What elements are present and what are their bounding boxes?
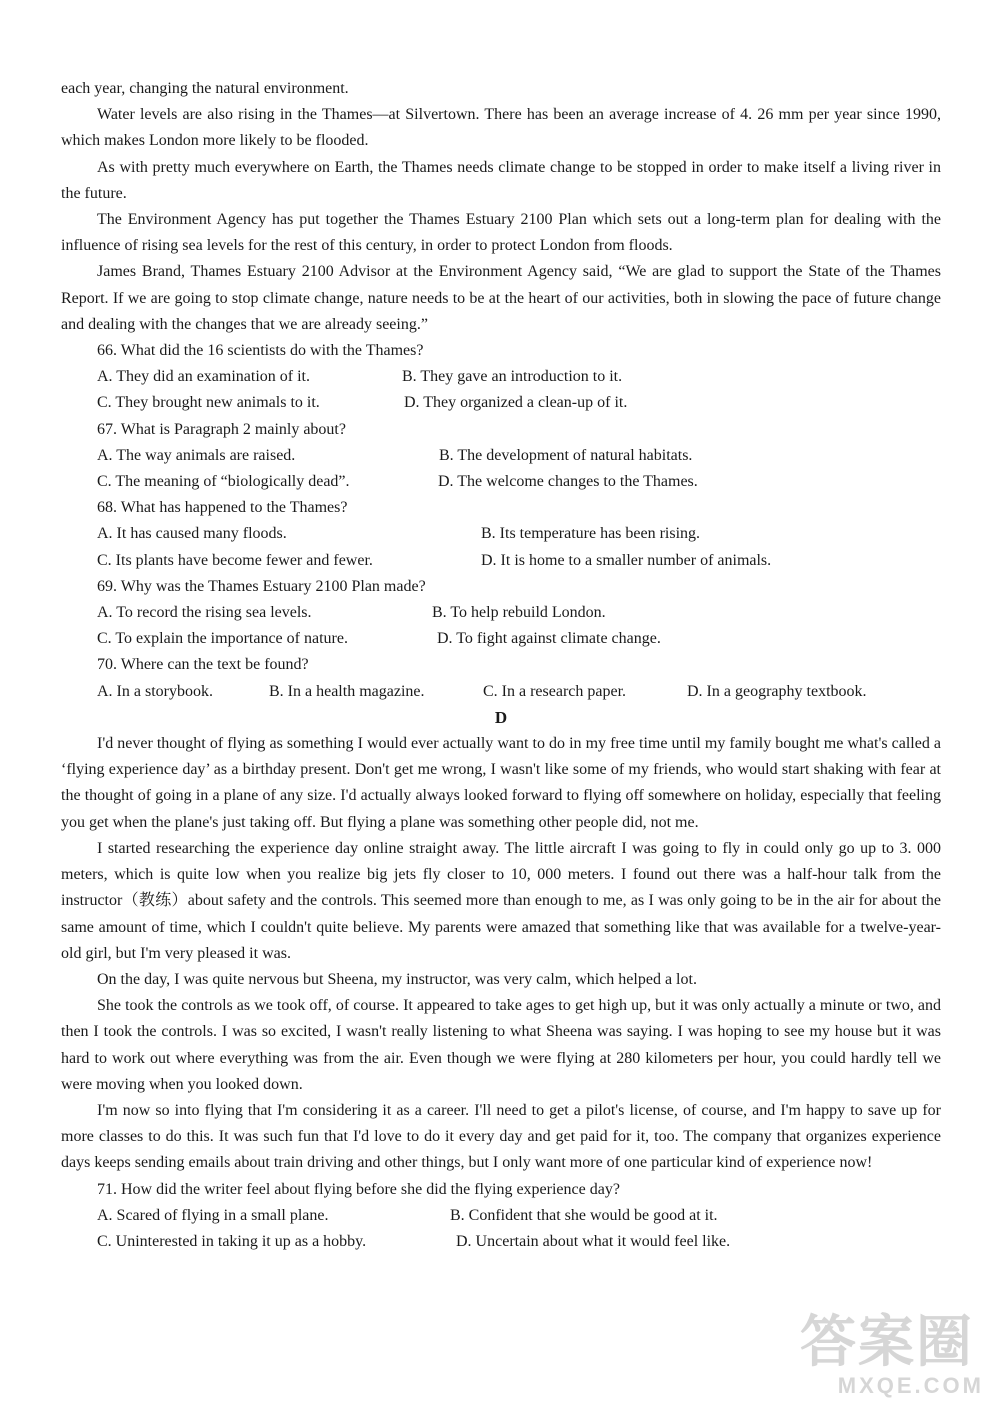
option-b: B. Confident that she would be good at it.: [450, 1206, 718, 1224]
site-watermark-logo: [800, 1311, 990, 1406]
watermark-glyphs: 答案圈: [800, 1310, 974, 1373]
option-d: D. In a geography textbook.: [687, 682, 867, 700]
question-70-options: [61, 679, 941, 705]
question-67-options-row2: [61, 469, 941, 495]
option-b: B. To help rebuild London.: [432, 604, 606, 622]
question-67-options-row1: [61, 443, 941, 469]
question-68-options-row2: [61, 548, 941, 574]
option-a: A. The way animals are raised.: [97, 446, 296, 464]
option-d: D. It is home to a smaller number of animals.: [481, 551, 772, 569]
option-c: C. In a research paper.: [483, 682, 627, 700]
option-c: C. To explain the importance of nature.: [97, 630, 348, 648]
question-68-options-row1: [61, 521, 941, 547]
option-a: A. They did an examination of it.: [97, 368, 310, 386]
option-c: C. The meaning of “biologically dead”.: [97, 473, 350, 491]
option-a: A. Scared of flying in a small plane.: [97, 1206, 329, 1224]
option-a: A. In a storybook.: [97, 682, 213, 700]
question-68-stem: 68. What has happened to the Thames?: [97, 499, 348, 517]
section-d-heading: D: [494, 707, 508, 727]
passage-d-paragraph: I started researching the experience day online straight away. The little aircraft I was going to fly in could only go up to 3. 000 meters, which is quite low when you realize big jets fly closer to 10, 000 meters. I found out there was a half-hour talk from the instructor（教练）about safety and the controls. This seemed more than enough to me, as I was only going to be in the air for about the same amount of time, which I couldn't quite believe. My parents were amazed that something like that was available for a twelve-year-old girl, but I'm very pleased it was.: [61, 839, 941, 962]
option-c: C. They brought new animals to it.: [97, 394, 320, 412]
exam-page: [61, 76, 941, 1255]
watermark-site: MXQE.COM: [837, 1373, 984, 1398]
option-a: A. To record the rising sea levels.: [97, 604, 312, 622]
passage-d-paragraph: On the day, I was quite nervous but Sheena, my instructor, was very calm, which helped a lot.: [97, 970, 697, 988]
passage-c-paragraph: As with pretty much everywhere on Earth, the Thames needs climate change to be stopped in order to make itself a living river in the future.: [61, 158, 941, 202]
option-a: A. It has caused many floods.: [97, 525, 287, 543]
passage-c-paragraph: James Brand, Thames Estuary 2100 Advisor at the Environment Agency said, “We are glad to support the State of the Thames Report. If we are going to stop climate change, nature needs to be at the heart of our activities, both in slowing the pace of future change and dealing with the changes that we are already seeing.”: [61, 263, 941, 333]
question-69-options-row1: [61, 600, 941, 626]
passage-d-paragraph: I'd never thought of flying as something I would ever actually want to do in my free time until my family bought me what's called a ‘flying experience day’ as a birthday present. Don't get me wrong, I wasn't like some of my friends, who would start shaking with fear at the thought of going in a plane of any size. I'd actually always looked forward to flying off somewhere on holiday, especially that feeling you get when the plane's just taking off. But flying a plane was something other people did, not me.: [61, 735, 941, 831]
passage-c-paragraph: Water levels are also rising in the Thames—at Silvertown. There has been an average increase of 4. 26 mm per year since 1990, which makes London more likely to be flooded.: [61, 106, 941, 150]
option-c: C. Its plants have become fewer and fewer.: [97, 551, 373, 569]
option-b: B. In a health magazine.: [269, 682, 425, 700]
question-71-options-row1: [61, 1203, 941, 1229]
question-66-stem: 66. What did the 16 scientists do with the Thames?: [97, 342, 424, 360]
passage-c-paragraph: each year, changing the natural environment.: [61, 80, 349, 97]
question-71-options-row2: [61, 1229, 941, 1255]
question-67-stem: 67. What is Paragraph 2 mainly about?: [97, 420, 346, 438]
passage-c-paragraph: The Environment Agency has put together the Thames Estuary 2100 Plan which sets out a long-term plan for dealing with the influence of rising sea levels for the rest of this century, in order to protect London from floods.: [61, 211, 941, 255]
question-71-stem: 71. How did the writer feel about flying before she did the flying experience day?: [97, 1180, 620, 1198]
question-66-options-row1: [61, 364, 941, 390]
passage-d-paragraph: She took the controls as we took off, of course. It appeared to take ages to get high up, but it was only actually a minute or two, and then I took the controls. I was so excited, I wasn't really listening to what Sheena was saying. I was hoping to see my house but it was hard to work out where everything was from the air. Even though we were flying at 280 kilometers per hour, you could hardly tell we were moving when you looked down.: [61, 997, 941, 1093]
question-66-options-row2: [61, 390, 941, 416]
option-b: B. Its temperature has been rising.: [481, 525, 701, 543]
question-70-stem: 70. Where can the text be found?: [97, 656, 309, 674]
option-b: B. They gave an introduction to it.: [402, 368, 623, 386]
option-d: D. They organized a clean-up of it.: [404, 394, 628, 412]
option-d: D. Uncertain about what it would feel like.: [456, 1232, 731, 1250]
option-c: C. Uninterested in taking it up as a hobby.: [97, 1232, 367, 1250]
question-69-options-row2: [61, 626, 941, 652]
question-69-stem: 69. Why was the Thames Estuary 2100 Plan made?: [97, 577, 426, 595]
option-d: D. The welcome changes to the Thames.: [438, 473, 698, 491]
option-b: B. The development of natural habitats.: [439, 446, 693, 464]
passage-d-paragraph: I'm now so into flying that I'm considering it as a career. I'll need to get a pilot's license, of course, and I'm happy to save up for more classes to do this. It was such fun that I'd love to do it every day and get paid for it, too. The company that organizes experience days keeps sending emails about train driving and other things, but I only want more of one particular kind of experience now!: [61, 1101, 941, 1172]
option-d: D. To fight against climate change.: [437, 630, 661, 648]
